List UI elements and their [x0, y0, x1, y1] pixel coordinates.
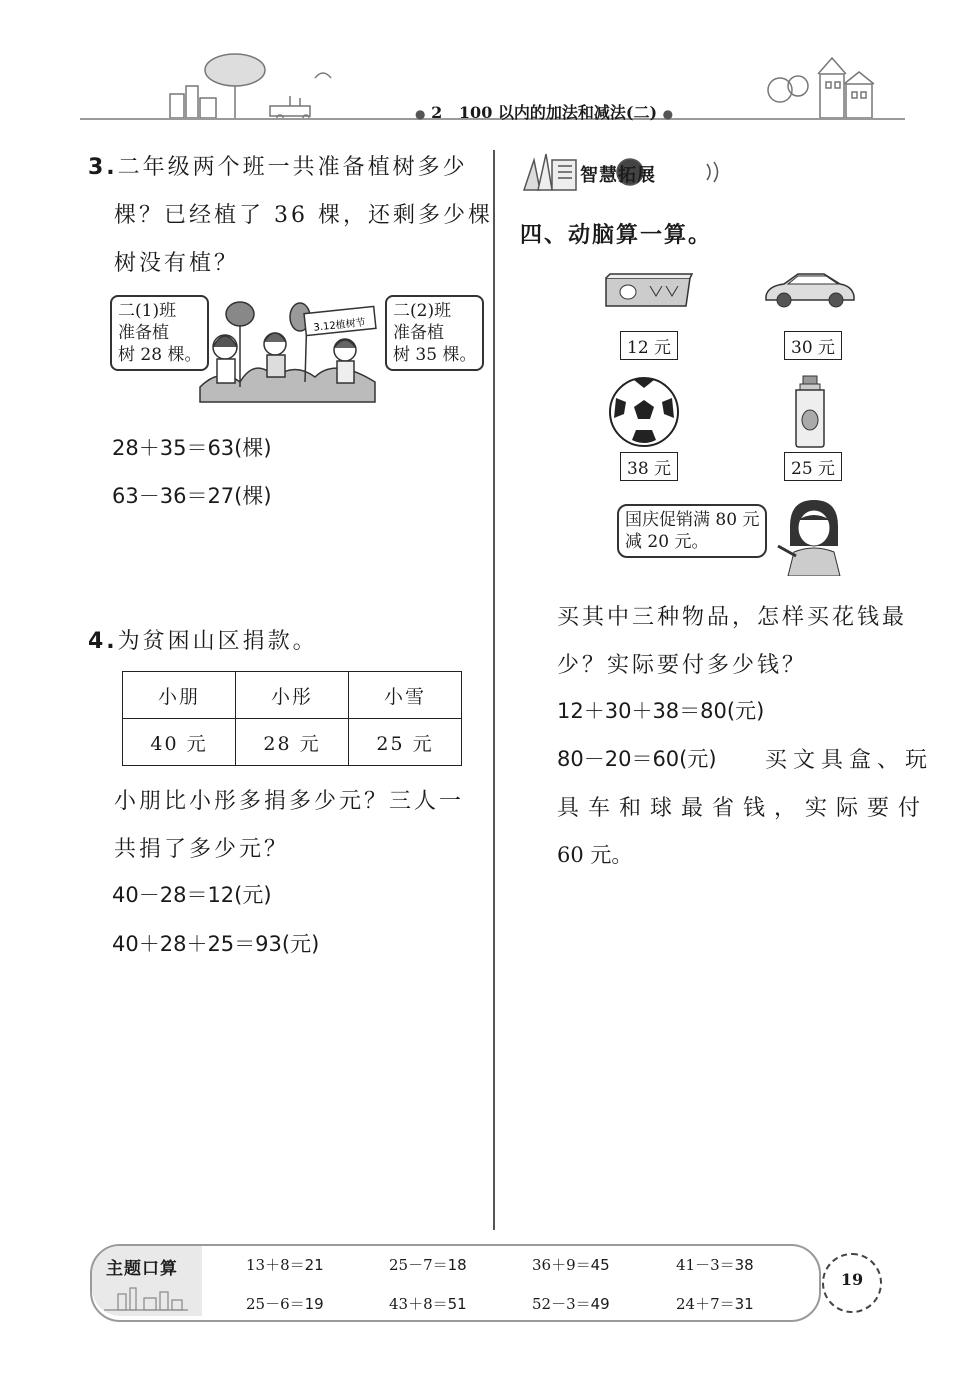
calc-result: 21	[304, 1256, 324, 1274]
girl-illustration	[770, 496, 850, 576]
calc-result: 49	[590, 1295, 610, 1313]
calc-result: 18	[447, 1256, 467, 1274]
calc-result: 31	[734, 1295, 754, 1313]
table-cell: 25 元	[349, 719, 462, 766]
price-tag-pencil-box: 12 元	[620, 331, 678, 360]
section-answer-2a: 80－20＝60(元)	[557, 747, 717, 771]
q4-answer-2: 40＋28＋25＝93(元)	[112, 932, 320, 956]
section-question-2: 少？实际要付多少钱？	[557, 653, 808, 678]
calc-result: 51	[447, 1295, 467, 1313]
price-tag-water-bottle: 25 元	[784, 452, 842, 481]
bubble-line: 树 35 棵。	[393, 345, 477, 365]
price-tag-soccer-ball: 38 元	[620, 452, 678, 481]
section-banner-title: 智慧拓展	[580, 165, 656, 186]
q3-line1	[88, 150, 468, 181]
mental-math-label: 主题口算	[106, 1259, 178, 1279]
calc-item	[389, 1293, 467, 1314]
calc-item	[676, 1293, 754, 1314]
calc-expr: 41－3＝	[676, 1256, 735, 1274]
table-cell: 28 元	[236, 719, 349, 766]
chapter-header	[415, 100, 673, 123]
q4-title	[88, 624, 318, 655]
bubble-line: 准备植	[118, 323, 169, 343]
calc-result: 19	[304, 1295, 324, 1313]
promo-speech-bubble	[617, 504, 767, 558]
calc-item	[532, 1254, 610, 1275]
table-header-cell: 小彤	[236, 672, 349, 719]
q3-line3: 树没有植？	[114, 251, 240, 276]
chapter-title: 100 以内的加法和减法(二)	[458, 103, 658, 122]
class2-speech-bubble	[385, 295, 484, 371]
calc-item	[246, 1254, 324, 1275]
calc-result: 38	[734, 1256, 754, 1274]
column-divider	[493, 150, 495, 1230]
footer-skyline-icon	[100, 1280, 192, 1312]
calc-expr: 25－7＝	[389, 1256, 448, 1274]
chapter-number: 2	[431, 103, 443, 122]
price-tag-toy-car: 30 元	[784, 331, 842, 360]
calc-expr: 43＋8＝	[389, 1295, 448, 1313]
section-answer-1: 12＋30＋38＝80(元)	[557, 699, 765, 723]
bubble-line: 准备植	[393, 323, 444, 343]
section-answer-4	[557, 839, 632, 869]
q3-number: 3.	[88, 155, 118, 180]
q4-number: 4.	[88, 629, 118, 654]
bubble-line: 二(1)班	[118, 301, 177, 321]
q3-answer-1: 28＋35＝63(棵)	[112, 436, 272, 460]
banner-sign-text: 3.12植树节	[313, 317, 367, 334]
calc-item	[389, 1254, 467, 1275]
calc-result: 45	[590, 1256, 610, 1274]
donation-table	[122, 671, 462, 766]
q3-text-1: 二年级两个班一共准备植树多少	[117, 155, 468, 180]
soccer-ball-icon	[608, 376, 680, 448]
calc-item	[246, 1293, 324, 1314]
promo-line: 减 20 元。	[625, 532, 709, 552]
q3-line2: 棵？已经植了 36 棵，还剩多少棵	[114, 203, 493, 228]
bullet-dot-icon: ●	[415, 107, 426, 121]
calc-item	[676, 1254, 754, 1275]
table-header-cell: 小雪	[349, 672, 462, 719]
bullet-dot-icon: ●	[662, 107, 674, 121]
q4-question-2: 共捐了多少元？	[114, 837, 290, 862]
calc-expr: 24＋7＝	[676, 1295, 735, 1313]
promo-line: 国庆促销满 80 元	[625, 510, 760, 530]
q3-answer-2: 63－36＝27(棵)	[112, 484, 272, 508]
calc-expr: 25－6＝	[246, 1295, 305, 1313]
table-row	[123, 719, 462, 766]
section-question-1: 买其中三种物品，怎样买花钱最	[557, 605, 908, 630]
toy-car-icon	[762, 268, 857, 310]
section-heading: 四、动脑算一算。	[520, 222, 713, 248]
table-header-cell: 小朋	[123, 672, 236, 719]
page-number: 19	[840, 1270, 864, 1289]
answer-4-text: 60 元。	[557, 843, 633, 867]
calc-expr: 13＋8＝	[246, 1256, 305, 1274]
pencil-box-icon	[600, 270, 696, 312]
water-bottle-icon	[790, 374, 830, 448]
table-cell: 40 元	[123, 719, 236, 766]
q4-title-text: 为贫困山区捐款。	[117, 629, 318, 654]
bubble-line: 二(2)班	[393, 301, 452, 321]
tree-planting-illustration	[195, 292, 385, 407]
bubble-line: 树 28 棵。	[118, 345, 202, 365]
q4-answer-1: 40－28＝12(元)	[112, 883, 272, 907]
calc-item	[532, 1293, 610, 1314]
calc-expr: 52－3＝	[532, 1295, 591, 1313]
calc-expr: 36＋9＝	[532, 1256, 591, 1274]
table-header-row	[123, 672, 462, 719]
q4-question-1: 小朋比小彤多捐多少元？三人一	[114, 789, 465, 814]
section-answer-3: 具车和球最省钱，实际要付	[557, 796, 930, 821]
section-answer-2b: 买文具盒、玩	[765, 748, 934, 773]
